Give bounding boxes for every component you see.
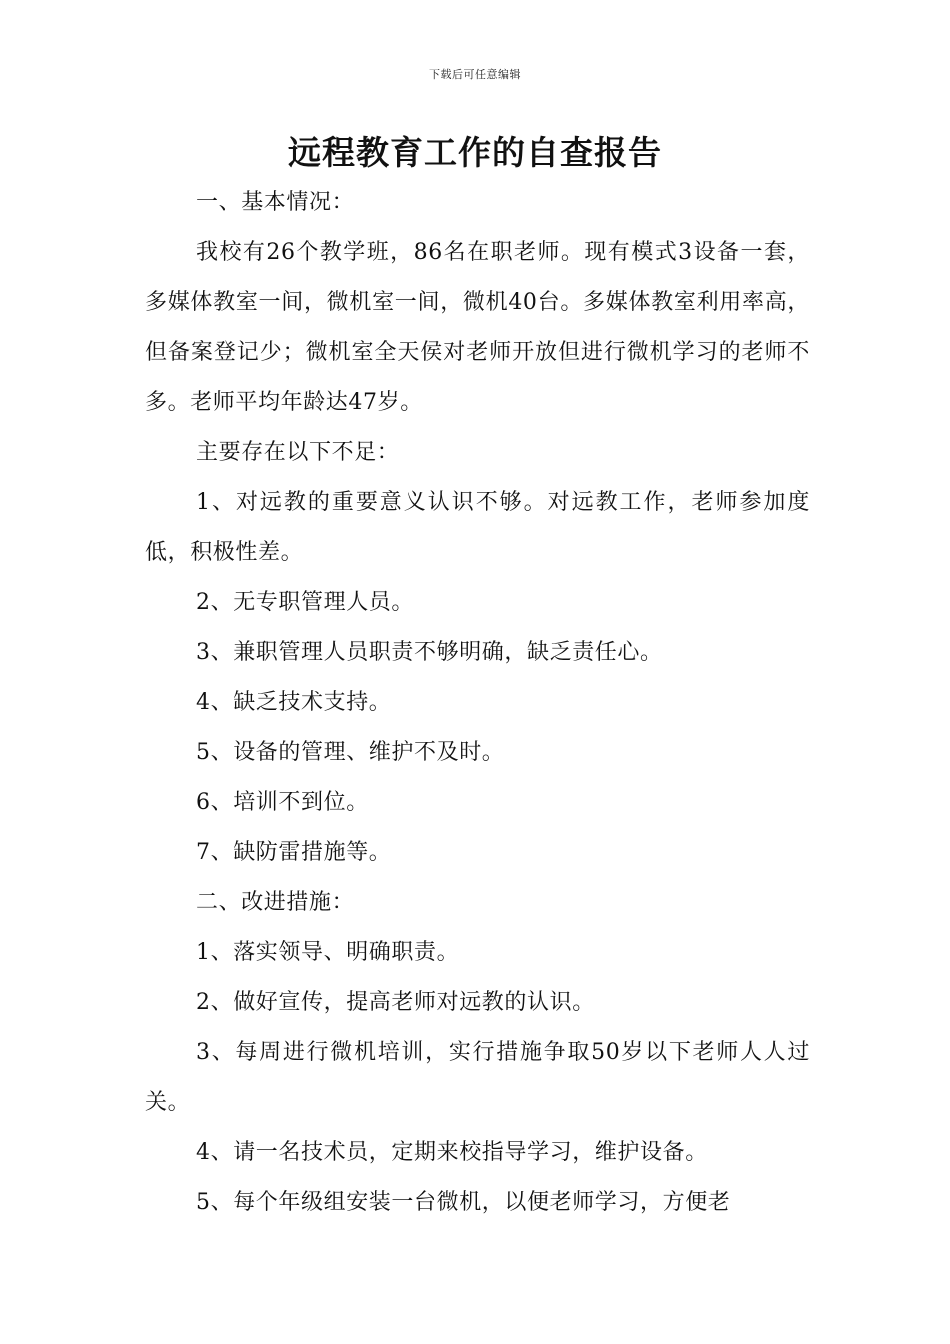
list-item-improvement-1: 1、落实领导、明确职责。 [196, 940, 460, 965]
list-item-shortcoming-6: 6、培训不到位。 [196, 790, 369, 815]
list-item-shortcoming-5: 5、设备的管理、维护不及时。 [196, 740, 505, 765]
document-body [145, 178, 810, 1228]
section-heading-improvements: 二、改进措施： [196, 890, 355, 915]
paragraph-school-overview: 我校有26个教学班，86名在职老师。现有模式3设备一套，多媒体教室一间，微机室一间，微机40台。多媒体教室利用率高，但备案登记少；微机室全天侯对老师开放但进行微机学习的老师不多。老师平均年龄达47岁。 [145, 240, 810, 415]
header-note: 下载后可任意编辑 [429, 68, 521, 81]
list-item-shortcoming-4: 4、缺乏技术支持。 [196, 690, 392, 715]
list-item-improvement-2: 2、做好宣传，提高老师对远教的认识。 [196, 990, 595, 1015]
list-item-improvement-4: 4、请一名技术员，定期来校指导学习，维护设备。 [196, 1140, 708, 1165]
list-item-shortcoming-2: 2、无专职管理人员。 [196, 590, 414, 615]
list-item-shortcoming-7: 7、缺防雷措施等。 [196, 840, 392, 865]
list-item-shortcoming-1: 1、对远教的重要意义认识不够。对远教工作，老师参加度低，积极性差。 [145, 490, 810, 565]
paragraph-shortcomings-intro: 主要存在以下不足： [196, 440, 400, 465]
list-item-improvement-5: 5、每个年级组安装一台微机，以便老师学习，方便老 [196, 1190, 731, 1215]
section-heading-basic-situation: 一、基本情况： [196, 190, 355, 215]
list-item-shortcoming-3: 3、兼职管理人员职责不够明确，缺乏责任心。 [196, 640, 663, 665]
document-title: 远程教育工作的自查报告 [288, 133, 662, 172]
list-item-improvement-3: 3、每周进行微机培训，实行措施争取50岁以下老师人人过关。 [145, 1040, 810, 1115]
